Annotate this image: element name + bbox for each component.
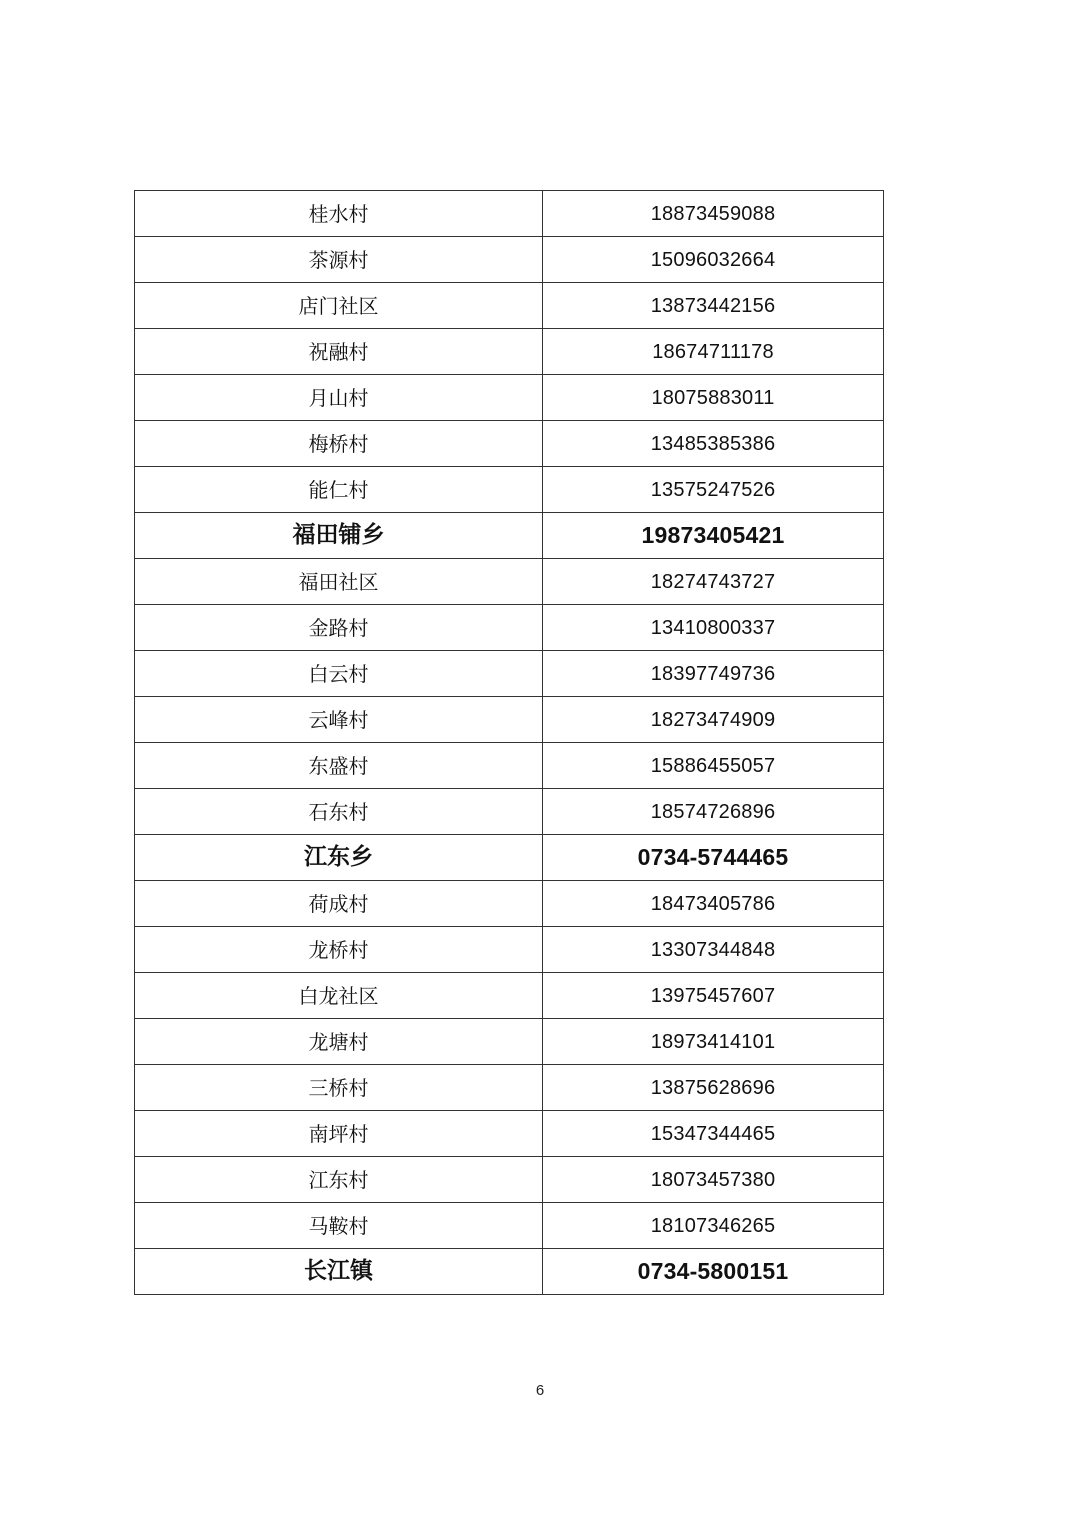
table-row	[135, 1203, 884, 1249]
place-name: 长江镇	[304, 1258, 373, 1284]
name-cell	[135, 559, 543, 605]
phone-cell	[543, 881, 884, 927]
table-row	[135, 973, 884, 1019]
page-number: 6	[535, 1382, 545, 1399]
name-cell	[135, 973, 543, 1019]
place-name: 祝融村	[308, 339, 369, 364]
phone-number: 13307344848	[650, 939, 776, 961]
phone-number: 0734-5744465	[637, 844, 789, 870]
phone-cell	[543, 191, 884, 237]
table-row	[135, 789, 884, 835]
name-cell	[135, 697, 543, 743]
name-cell	[135, 329, 543, 375]
phone-number: 18073457380	[650, 1169, 776, 1191]
phone-number: 13975457607	[650, 985, 776, 1007]
phone-number: 13873442156	[650, 295, 776, 317]
name-cell	[135, 283, 543, 329]
phone-number: 18473405786	[650, 893, 776, 915]
name-cell	[135, 605, 543, 651]
name-cell	[135, 1111, 543, 1157]
name-cell	[135, 191, 543, 237]
name-cell	[135, 743, 543, 789]
name-cell	[135, 421, 543, 467]
place-name: 福田社区	[298, 569, 379, 594]
place-name: 白云村	[308, 661, 369, 686]
name-cell	[135, 1065, 543, 1111]
table-row	[135, 1065, 884, 1111]
phone-number: 18397749736	[650, 663, 776, 685]
table-row	[135, 1157, 884, 1203]
place-name: 白龙社区	[298, 983, 379, 1008]
name-cell	[135, 513, 543, 559]
place-name: 江东村	[308, 1167, 369, 1192]
phone-cell	[543, 375, 884, 421]
name-cell	[135, 789, 543, 835]
place-name: 江东乡	[304, 844, 373, 870]
table-row	[135, 237, 884, 283]
contact-table	[134, 190, 884, 1295]
phone-number: 18107346265	[650, 1215, 776, 1237]
phone-cell	[543, 1157, 884, 1203]
name-cell	[135, 881, 543, 927]
phone-number: 15096032664	[650, 249, 776, 271]
table-row	[135, 651, 884, 697]
place-name: 荷成村	[308, 891, 369, 916]
table-row	[135, 697, 884, 743]
place-name: 东盛村	[308, 753, 369, 778]
phone-cell	[543, 237, 884, 283]
phone-cell	[543, 651, 884, 697]
name-cell	[135, 237, 543, 283]
phone-cell	[543, 329, 884, 375]
phone-cell	[543, 1065, 884, 1111]
place-name: 龙桥村	[308, 937, 369, 962]
contact-table-body	[135, 191, 884, 1295]
table-row	[135, 605, 884, 651]
place-name: 茶源村	[308, 247, 369, 272]
table-row	[135, 283, 884, 329]
phone-cell	[543, 927, 884, 973]
phone-number: 18574726896	[650, 801, 776, 823]
name-cell	[135, 1019, 543, 1065]
table-row	[135, 1111, 884, 1157]
name-cell	[135, 375, 543, 421]
phone-cell	[543, 697, 884, 743]
phone-number: 19873405421	[641, 522, 785, 548]
phone-number: 13410800337	[650, 617, 776, 639]
name-cell	[135, 651, 543, 697]
phone-number: 15347344465	[650, 1123, 776, 1145]
place-name: 龙塘村	[308, 1029, 369, 1054]
phone-cell	[543, 789, 884, 835]
phone-cell	[543, 1249, 884, 1295]
phone-cell	[543, 973, 884, 1019]
name-cell	[135, 1203, 543, 1249]
name-cell	[135, 1157, 543, 1203]
name-cell	[135, 835, 543, 881]
phone-number: 18873459088	[650, 203, 776, 225]
place-name: 福田铺乡	[292, 522, 385, 548]
name-cell	[135, 467, 543, 513]
phone-cell	[543, 1019, 884, 1065]
table-row	[135, 927, 884, 973]
table-row	[135, 467, 884, 513]
phone-number: 18274743727	[650, 571, 776, 593]
place-name: 云峰村	[308, 707, 369, 732]
phone-cell	[543, 1203, 884, 1249]
place-name: 金路村	[308, 615, 369, 640]
table-row-township	[135, 513, 884, 559]
table-row	[135, 191, 884, 237]
place-name: 桂水村	[308, 201, 369, 226]
table-row	[135, 375, 884, 421]
table-row	[135, 421, 884, 467]
phone-cell	[543, 559, 884, 605]
phone-number: 13575247526	[650, 479, 776, 501]
phone-cell	[543, 743, 884, 789]
phone-cell	[543, 835, 884, 881]
phone-cell	[543, 605, 884, 651]
phone-cell	[543, 283, 884, 329]
phone-cell	[543, 421, 884, 467]
place-name: 梅桥村	[308, 431, 369, 456]
place-name: 三桥村	[308, 1075, 369, 1100]
phone-number: 18973414101	[650, 1031, 776, 1053]
place-name: 石东村	[308, 799, 369, 824]
place-name: 南坪村	[308, 1121, 369, 1146]
table-row	[135, 559, 884, 605]
phone-number: 0734-5800151	[637, 1258, 789, 1284]
table-row	[135, 329, 884, 375]
phone-number: 13485385386	[650, 433, 776, 455]
phone-cell	[543, 467, 884, 513]
table-row	[135, 881, 884, 927]
place-name: 月山村	[308, 385, 369, 410]
phone-number: 18075883011	[651, 387, 775, 409]
phone-number: 13875628696	[650, 1077, 776, 1099]
table-row	[135, 1019, 884, 1065]
place-name: 能仁村	[308, 477, 369, 502]
name-cell	[135, 927, 543, 973]
place-name: 店门社区	[298, 293, 379, 318]
phone-number: 18273474909	[650, 709, 776, 731]
phone-cell	[543, 513, 884, 559]
phone-cell	[543, 1111, 884, 1157]
table-row-township	[135, 835, 884, 881]
table-row-township	[135, 1249, 884, 1295]
phone-number: 18674711178	[652, 341, 774, 363]
phone-number: 15886455057	[650, 755, 776, 777]
name-cell	[135, 1249, 543, 1295]
table-row	[135, 743, 884, 789]
place-name: 马鞍村	[308, 1213, 369, 1238]
